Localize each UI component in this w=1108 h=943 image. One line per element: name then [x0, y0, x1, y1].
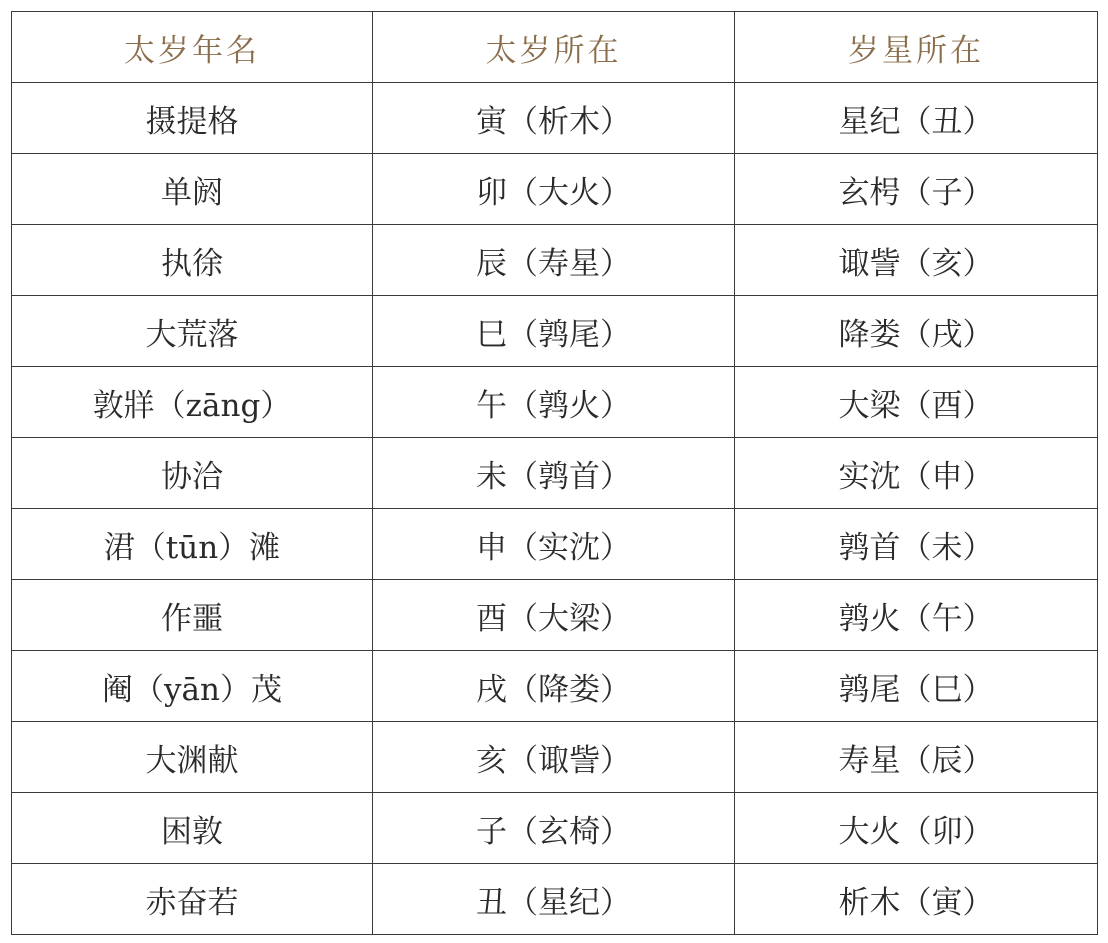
header-taisui-nianming: 太岁年名 — [12, 12, 373, 83]
cell-nianming: 大荒落 — [12, 296, 373, 367]
cell-taisui: 酉（大梁） — [373, 580, 735, 651]
cell-suixing: 玄枵（子） — [735, 154, 1098, 225]
cell-nianming: 敦牂（zāng） — [12, 367, 373, 438]
table-row — [12, 83, 1098, 154]
cell-taisui: 寅（析木） — [373, 83, 735, 154]
cell-suixing: 星纪（丑） — [735, 83, 1098, 154]
table-row — [12, 722, 1098, 793]
cell-nianming: 单阏 — [12, 154, 373, 225]
cell-suixing: 寿星（辰） — [735, 722, 1098, 793]
cell-suixing: 降娄（戌） — [735, 296, 1098, 367]
cell-suixing: 大火（卯） — [735, 793, 1098, 864]
cell-taisui: 丑（星纪） — [373, 864, 735, 935]
table-row — [12, 438, 1098, 509]
table-row — [12, 651, 1098, 722]
cell-taisui: 午（鹑火） — [373, 367, 735, 438]
cell-taisui: 子（玄椅） — [373, 793, 735, 864]
table-header-row — [12, 12, 1098, 83]
table-row — [12, 367, 1098, 438]
cell-nianming: 阉（yān）茂 — [12, 651, 373, 722]
cell-nianming: 困敦 — [12, 793, 373, 864]
cell-suixing: 诹訾（亥） — [735, 225, 1098, 296]
cell-taisui: 未（鹑首） — [373, 438, 735, 509]
table-row — [12, 580, 1098, 651]
cell-nianming: 作噩 — [12, 580, 373, 651]
table-row — [12, 154, 1098, 225]
table-row — [12, 793, 1098, 864]
cell-taisui: 亥（诹訾） — [373, 722, 735, 793]
cell-suixing: 鹑首（未） — [735, 509, 1098, 580]
table-row — [12, 864, 1098, 935]
table-row — [12, 296, 1098, 367]
cell-suixing: 析木（寅） — [735, 864, 1098, 935]
table-row — [12, 509, 1098, 580]
table-row — [12, 225, 1098, 296]
cell-taisui: 巳（鹑尾） — [373, 296, 735, 367]
cell-suixing: 大梁（酉） — [735, 367, 1098, 438]
header-suixing-suozai: 岁星所在 — [735, 12, 1098, 83]
cell-nianming: 执徐 — [12, 225, 373, 296]
cell-nianming: 摄提格 — [12, 83, 373, 154]
cell-taisui: 申（实沈） — [373, 509, 735, 580]
cell-nianming: 协洽 — [12, 438, 373, 509]
cell-suixing: 实沈（申） — [735, 438, 1098, 509]
cell-nianming: 大渊献 — [12, 722, 373, 793]
cell-taisui: 辰（寿星） — [373, 225, 735, 296]
cell-taisui: 卯（大火） — [373, 154, 735, 225]
suixing-table-container — [11, 11, 1097, 935]
cell-nianming: 涒（tūn）滩 — [12, 509, 373, 580]
cell-suixing: 鹑尾（巳） — [735, 651, 1098, 722]
cell-suixing: 鹑火（午） — [735, 580, 1098, 651]
header-taisui-suozai: 太岁所在 — [373, 12, 735, 83]
suixing-table — [11, 11, 1098, 935]
cell-nianming: 赤奋若 — [12, 864, 373, 935]
cell-taisui: 戌（降娄） — [373, 651, 735, 722]
